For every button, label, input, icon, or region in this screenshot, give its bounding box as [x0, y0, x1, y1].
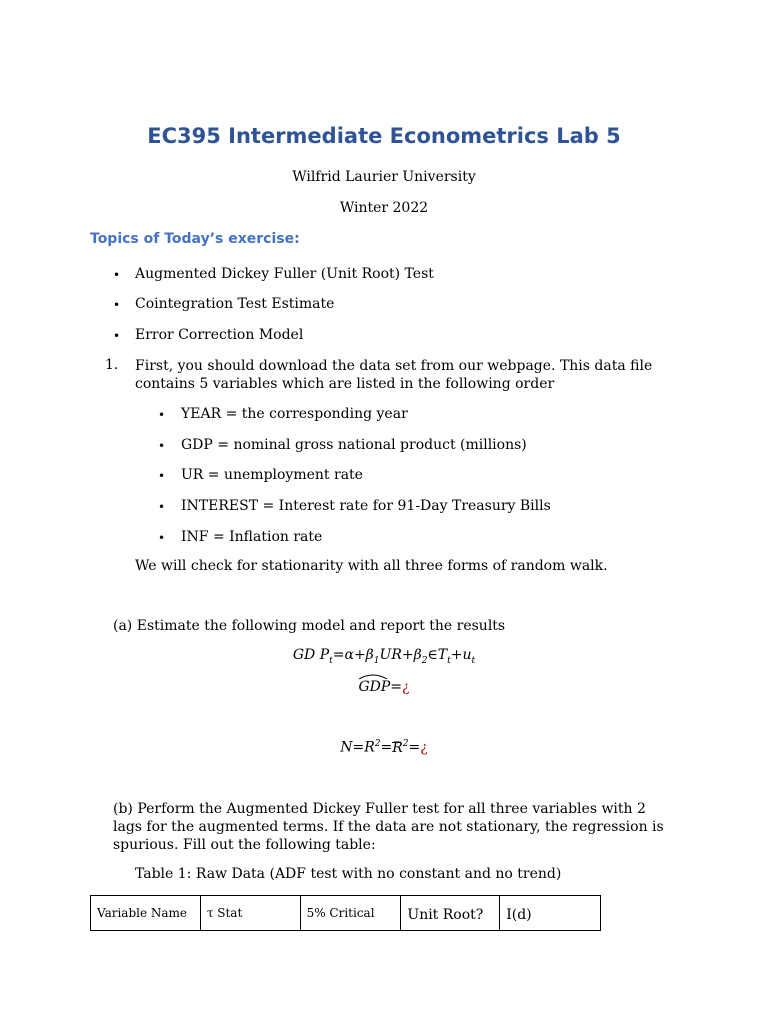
part-a-text: (a) Estimate the following model and report the results — [113, 618, 506, 634]
table-header-row — [91, 896, 601, 931]
adf-results-table — [90, 895, 601, 931]
term: Winter 2022 — [339, 200, 429, 216]
header-integration-order: I(d) — [500, 896, 601, 931]
university-name: Wilfrid Laurier University — [292, 169, 476, 185]
variable-item: UR = unemployment rate — [181, 467, 363, 483]
regression-equation: GD $P_t=\alpha+\beta_1UR+\beta_2\in T_t+u_t$ — [292, 647, 476, 666]
bullet-icon: • — [158, 531, 166, 545]
bullet-icon: • — [158, 439, 166, 453]
variable-item: INTEREST = Interest rate for 91-Day Treasury Bills — [181, 498, 551, 514]
topic-item: Cointegration Test Estimate — [135, 296, 335, 312]
header-variable-name: Variable Name — [91, 896, 201, 931]
answer-blank: ¿ — [402, 679, 410, 695]
variable-item: YEAR = the corresponding year — [181, 406, 408, 422]
r-bar-term: R — [392, 739, 403, 756]
topics-heading: Topics of Today’s exercise: — [90, 231, 300, 247]
variable-item: GDP = nominal gross national product (millions) — [181, 437, 527, 453]
header-unit-root: Unit Root? — [401, 896, 500, 931]
bullet-icon: • — [113, 268, 121, 282]
part-b-text: (b) Perform the Augmented Dickey Fuller test for all three variables with 2 lags for the augmented terms. If the data are not stationary, the regression is spurious. Fill out the following table: — [113, 801, 664, 853]
item-number: 1. — [105, 357, 119, 373]
stationarity-note: We will check for stationarity with all three forms of random walk. — [135, 558, 608, 574]
bullet-icon: • — [158, 500, 166, 514]
bullet-icon: • — [113, 329, 121, 343]
bullet-icon: • — [113, 298, 121, 312]
fit-statistics-equation: $N=R^2=R^2=¿$ — [340, 739, 428, 756]
table-caption: Table 1: Raw Data (ADF test with no constant and no trend) — [135, 866, 562, 882]
hat-accent-icon — [358, 672, 388, 680]
document-title: EC395 Intermediate Econometrics Lab 5 — [147, 124, 621, 148]
item1-text: First, you should download the data set from our webpage. This data file contains 5 variables which are listed in the following order — [135, 358, 653, 392]
header-tau-stat: τ Stat — [200, 896, 300, 931]
answer-blank: ¿ — [420, 739, 428, 756]
gdp-hat-term: GDP — [358, 679, 390, 695]
fitted-equation: GDP=¿ — [0, 679, 768, 695]
header-critical-value: 5% Critical — [300, 896, 401, 931]
topic-item: Error Correction Model — [135, 327, 304, 343]
bullet-icon: • — [158, 408, 166, 422]
variable-item: INF = Inflation rate — [181, 529, 323, 545]
bullet-icon: • — [158, 469, 166, 483]
topic-item: Augmented Dickey Fuller (Unit Root) Test — [135, 266, 434, 282]
